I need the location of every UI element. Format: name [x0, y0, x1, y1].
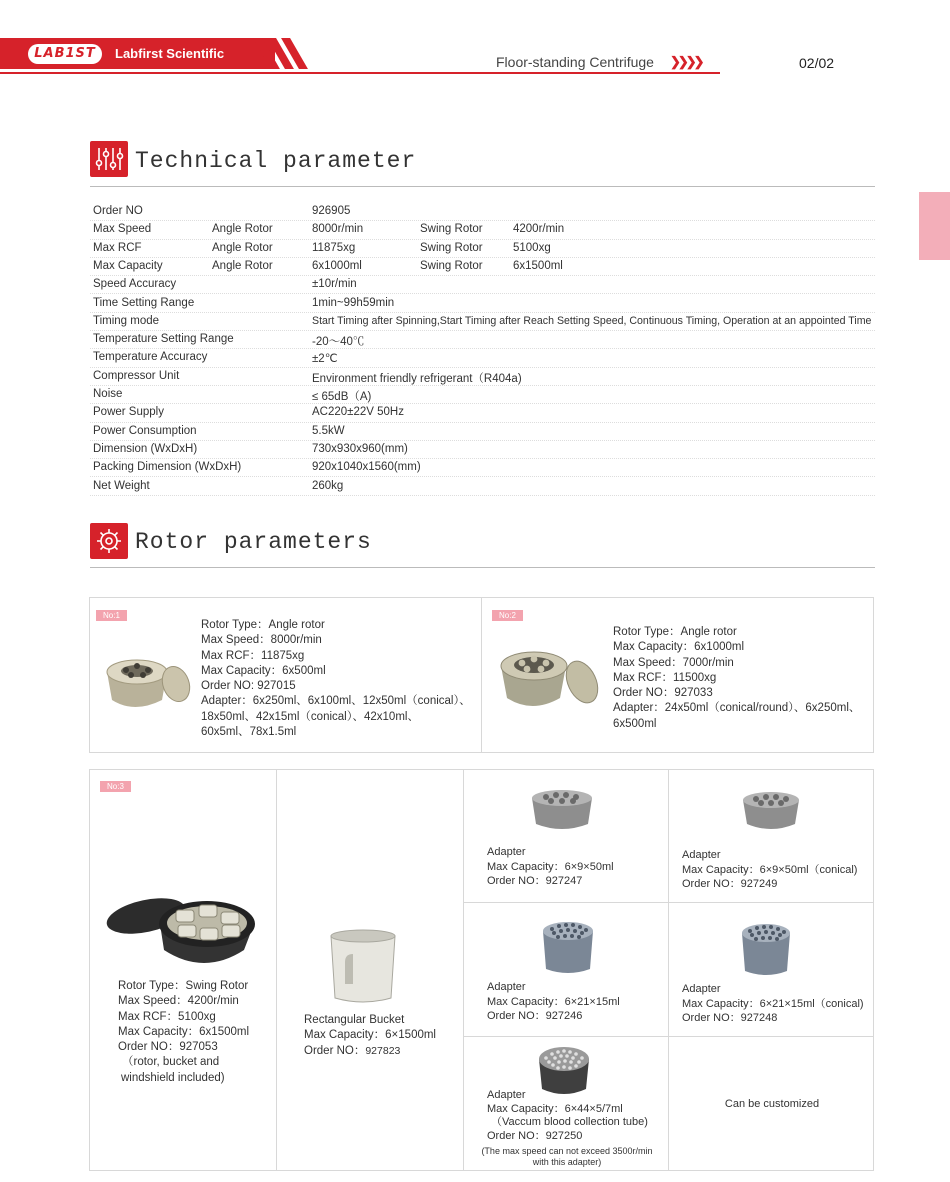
speed-note-line: with this adapter)	[532, 1157, 602, 1167]
rotor-panel-1	[89, 597, 482, 753]
spec-row	[90, 221, 875, 239]
adapter-image	[741, 790, 801, 832]
product-name: Floor-standing Centrifuge	[496, 54, 654, 70]
spec-value: 8000r/min	[312, 223, 364, 236]
rotor-badge: No:3	[100, 781, 131, 792]
spec-value: ±10r/min	[312, 278, 357, 291]
bucket-spec-line: Rectangular Bucket	[304, 1014, 405, 1026]
bucket-specs	[304, 1013, 436, 1059]
spec-row	[90, 240, 875, 258]
bucket-spec-line: Max Capacity：6×1500ml	[304, 1029, 436, 1042]
spec-value: 920x1040x1560(mm)	[312, 461, 421, 474]
spec-label: Order NO	[93, 205, 143, 217]
spec-label: Compressor Unit	[93, 369, 180, 382]
gear-icon	[90, 523, 128, 559]
bucket-order-label: Order NO：	[304, 1044, 366, 1057]
header-rule	[0, 72, 720, 74]
spec-sub-label-2: Swing Rotor	[420, 223, 483, 236]
angle-rotor-image	[104, 648, 194, 718]
adapter-order: Order NO：927250	[487, 1129, 583, 1142]
bucket-panel	[276, 769, 464, 1171]
spec-label: Speed Accuracy	[93, 278, 177, 291]
spec-value: 1min~99h59min	[312, 296, 395, 309]
adapter-order: Order NO：927248	[682, 1012, 778, 1024]
rotor-spec-line: Adapter：24x50ml（conical/round）、6x250ml、	[613, 702, 861, 715]
rotor-spec-line: Rotor Type：Angle rotor	[201, 619, 325, 631]
rotor-2-specs	[613, 625, 860, 732]
spec-row	[90, 404, 875, 422]
spec-value: 11875xg	[312, 241, 356, 254]
spec-label: Temperature Accuracy	[93, 351, 208, 364]
rotor-spec-line: Order NO：927033	[613, 687, 713, 700]
rotor-spec-line: 18x50ml、42x15ml（conical）、42x10ml、	[201, 710, 419, 723]
rotor-spec-line: Max Capacity：6x500ml	[201, 664, 326, 677]
spec-row	[90, 313, 875, 331]
rotor-spec-line: Max Speed：8000r/min	[201, 634, 322, 647]
adapter-order: Order NO：927246	[487, 1010, 583, 1022]
spec-row	[90, 478, 875, 496]
adapter-order: Order NO：927247	[487, 875, 583, 887]
spec-label: Dimension (WxDxH)	[93, 442, 198, 455]
rotor-spec-line: windshield included)	[121, 1071, 225, 1084]
chevrons-icon: ❯❯❯❯	[670, 54, 702, 69]
spec-sub-label-2: Swing Rotor	[420, 259, 483, 272]
spec-label: Net Weight	[93, 479, 150, 492]
rotor-spec-line: 6x500ml	[613, 717, 657, 730]
spec-row	[90, 349, 875, 367]
adapter-title: Adapter	[682, 849, 721, 861]
adapter-capacity-note: （Vaccum blood collection tube)	[491, 1116, 648, 1128]
spec-sub-label: Angle Rotor	[212, 259, 273, 272]
spec-label: Noise	[93, 388, 123, 400]
spec-row	[90, 331, 875, 349]
rotor-spec-line: Rotor Type：Angle rotor	[613, 626, 737, 638]
adapter-image	[739, 921, 793, 979]
spec-value: 730x930x960(mm)	[312, 442, 408, 455]
speed-note-line: (The max speed can not exceed 3500r/min	[481, 1146, 653, 1156]
spec-label: Packing Dimension (WxDxH)	[93, 461, 242, 474]
adapter-specs	[682, 982, 864, 1026]
adapter-specs	[487, 845, 614, 889]
adapter-image	[540, 919, 596, 977]
adapter-cell-3	[463, 902, 669, 1037]
adapter-cell-2	[668, 769, 874, 903]
spec-value: 926905	[312, 205, 351, 217]
spec-value: ±2℃	[312, 353, 338, 366]
spec-row	[90, 258, 875, 276]
adapter-cell-1	[463, 769, 669, 903]
spec-label: Temperature Setting Range	[93, 333, 234, 346]
bucket-order-number: 927823	[365, 1044, 401, 1057]
adapter-title: Adapter	[682, 983, 721, 995]
company-name: Labfirst Scientific	[115, 46, 225, 61]
adapter-specs	[487, 980, 620, 1024]
rotor-spec-line: Max RCF：11500xg	[613, 671, 717, 684]
bucket-order	[304, 1044, 436, 1059]
swing-rotor-image	[104, 888, 264, 978]
section-title-rotor: Rotor parameters	[135, 529, 372, 555]
spec-row	[90, 368, 875, 386]
spec-row	[90, 276, 875, 294]
spec-row	[90, 441, 875, 459]
rotor-panel-3	[89, 769, 277, 1171]
spec-value: -20～40℃	[312, 336, 365, 349]
angle-rotor-image	[498, 638, 603, 718]
rotor-spec-line: Order NO：927053	[118, 1041, 218, 1054]
spec-sub-label-2: Swing Rotor	[420, 241, 483, 254]
rotor-panel-2	[481, 597, 874, 753]
page-number: 02/02	[799, 55, 835, 71]
adapter-capacity: Max Capacity：6×21×15ml（conical)	[682, 997, 864, 1010]
spec-value: 260kg	[312, 479, 344, 492]
spec-value: AC220±22V 50Hz	[312, 406, 404, 419]
spec-row	[90, 386, 875, 404]
side-tab	[919, 192, 950, 260]
bucket-image	[327, 928, 399, 1006]
rotor-3-specs	[118, 979, 249, 1086]
spec-value: 6x1000ml	[312, 259, 362, 272]
spec-label: Timing mode	[93, 314, 160, 327]
customizable-label: Can be customized	[724, 1098, 820, 1110]
rotor-spec-line: Order NO: 927015	[201, 680, 296, 693]
adapter-title: Adapter	[487, 1089, 526, 1101]
rotor-spec-line: Max Capacity：6x1000ml	[613, 641, 745, 654]
spec-row	[90, 203, 875, 221]
rotor-spec-line: Max RCF：5100xg	[118, 1010, 216, 1023]
adapter-title: Adapter	[487, 981, 526, 993]
spec-label: Max Capacity	[93, 259, 163, 272]
spec-value: ≤ 65dB（A)	[312, 391, 372, 403]
spec-row	[90, 295, 875, 313]
spec-value-2: 4200r/min	[513, 223, 565, 236]
spec-row	[90, 423, 875, 441]
speed-note	[464, 1146, 670, 1168]
section-divider	[90, 567, 875, 568]
adapter-capacity: Max Capacity：6×44×5/7ml	[487, 1102, 623, 1115]
rotor-badge: No:2	[492, 610, 523, 621]
adapter-order: Order NO：927249	[682, 878, 778, 890]
rotor-spec-line: Rotor Type：Swing Rotor	[118, 980, 249, 992]
customizable-cell	[668, 1036, 874, 1171]
spec-label: Power Supply	[93, 406, 164, 419]
rotor-badge: No:1	[96, 610, 127, 621]
rotor-spec-line: Max Speed：4200r/min	[118, 995, 239, 1008]
spec-value: Environment friendly refrigerant（R404a)	[312, 372, 522, 385]
rotor-1-specs	[201, 618, 471, 740]
adapter-cell-5	[463, 1036, 669, 1171]
rotor-spec-line: 60x5ml、78x1.5ml	[201, 726, 297, 739]
spec-label: Power Consumption	[93, 424, 197, 437]
adapter-title: Adapter	[487, 846, 526, 858]
spec-label: Max Speed	[93, 223, 152, 236]
rotor-spec-line: Adapter：6x250ml、6x100ml、12x50ml（conical）、	[201, 695, 471, 708]
spec-label: Max RCF	[93, 241, 142, 254]
adapter-capacity: Max Capacity：6×9×50ml（conical)	[682, 863, 858, 876]
adapter-specs	[682, 848, 857, 892]
adapter-capacity: Max Capacity：6×9×50ml	[487, 860, 614, 873]
rotor-spec-line: Max RCF：11875xg	[201, 649, 305, 662]
spec-value-2: 6x1500ml	[513, 259, 563, 272]
adapter-cell-4	[668, 902, 874, 1037]
section-title-technical: Technical parameter	[135, 148, 417, 174]
adapter-specs	[487, 1089, 648, 1143]
spec-row	[90, 459, 875, 477]
rotor-spec-line: （rotor, bucket and	[122, 1056, 220, 1069]
company-logo: LAB1ST	[28, 44, 102, 64]
spec-value-2: 5100xg	[513, 241, 551, 254]
spec-value: 5.5kW	[312, 424, 345, 437]
spec-sub-label: Angle Rotor	[212, 241, 273, 254]
spec-value: Start Timing after Spinning,Start Timing after Reach Setting Speed, Continuous Timing, Operation at an appointed Time	[312, 314, 872, 327]
rotor-spec-line: Max Speed：7000r/min	[613, 656, 734, 669]
spec-label: Time Setting Range	[93, 296, 195, 309]
adapter-image	[530, 788, 594, 832]
spec-sub-label: Angle Rotor	[212, 223, 273, 236]
rotor-spec-line: Max Capacity：6x1500ml	[118, 1025, 250, 1038]
sliders-icon	[90, 141, 128, 177]
adapter-capacity: Max Capacity：6×21×15ml	[487, 995, 620, 1008]
section-divider	[90, 186, 875, 187]
